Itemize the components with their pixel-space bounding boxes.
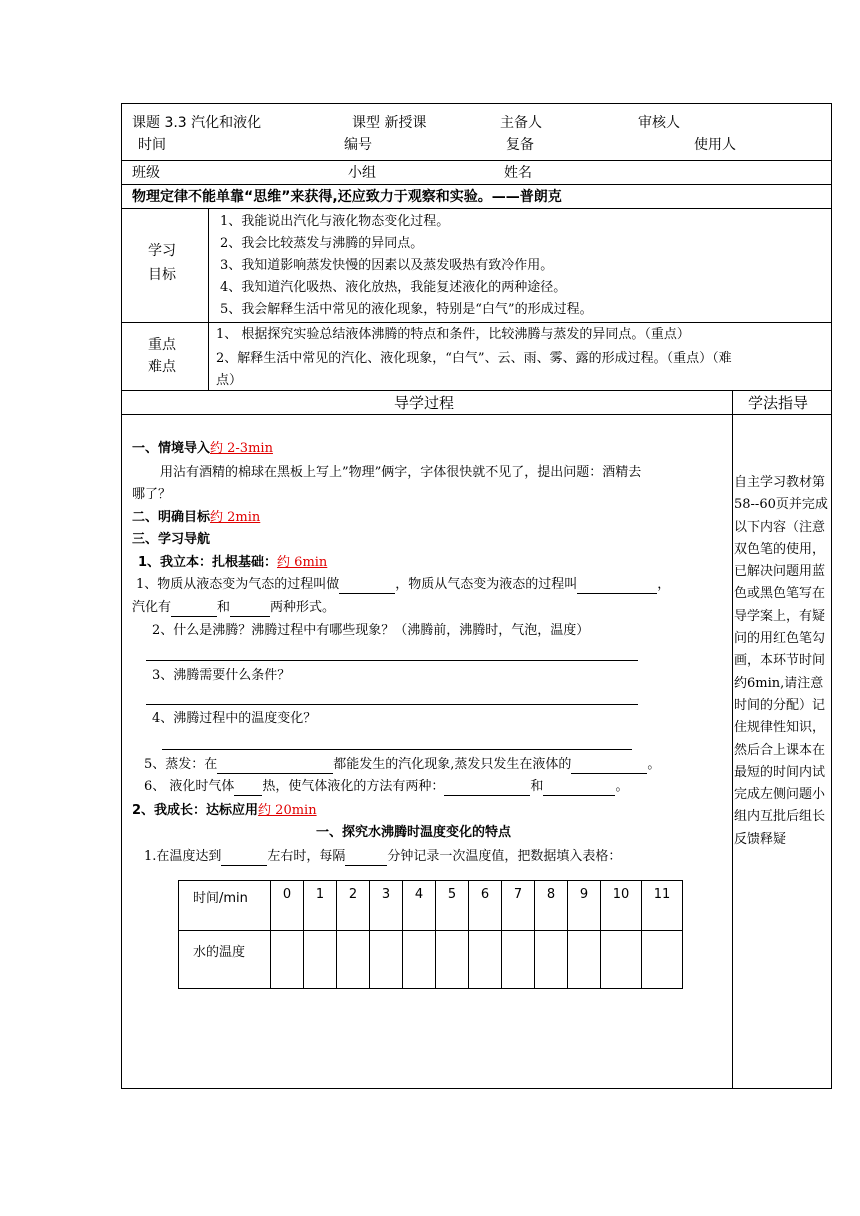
table-row: [179, 931, 683, 989]
section-3-title: 三、学习导航: [132, 532, 211, 547]
table-cell: 2: [337, 881, 370, 931]
goals-label-2: 目标: [148, 267, 176, 283]
table-cell: 7: [502, 881, 535, 931]
name-label: 姓名: [504, 165, 532, 181]
table-header-cell: 时间/min: [179, 881, 271, 931]
goal-item: 5、我会解释生活中常见的液化现象，特别是“白气”的形成过程。: [220, 302, 593, 317]
guide-text: 自主学习教材第58--60页并完成以下内容（注意双色笔的使用，已解决问题用蓝色或黑色笔写在导学案上，有疑问的用红色笔勾画，本环节时间约6min,请注意时间的分配）记住规律性知识，然后合上课本在最短的时间内试完成左侧问题小组内互批后组长反馈释疑: [734, 475, 828, 847]
keypoint-line: 点）: [216, 373, 243, 388]
section-1-text: 哪了？: [132, 487, 172, 502]
goal-item: 4、我知道汽化吸热、液化放热，我能复述液化的两种途径。: [220, 280, 567, 295]
answer-line: [146, 660, 638, 661]
table-cell: 8: [535, 881, 568, 931]
time-label: 时间: [138, 137, 166, 153]
table-cell: 1: [304, 881, 337, 931]
table-cell[interactable]: [304, 931, 337, 989]
row-divider: [122, 414, 831, 415]
guide-header: 学法指导: [748, 394, 809, 412]
table-cell[interactable]: [568, 931, 601, 989]
topic-label: 课题 3.3 汽化和液化: [132, 115, 262, 131]
subsection-1-title: 1、我立本：扎根基础：约 6min: [138, 555, 328, 570]
type-label: 课型 新授课: [352, 115, 427, 131]
table-header-cell: 水的温度: [179, 931, 271, 989]
section-2-title: 二、明确目标约 2min: [132, 510, 261, 525]
answer-line: [162, 749, 632, 750]
reviewer-label: 审核人: [638, 115, 680, 131]
table-cell: 4: [403, 881, 436, 931]
row-divider: [122, 160, 831, 161]
table-cell: 6: [469, 881, 502, 931]
table-cell[interactable]: [370, 931, 403, 989]
table-cell: 11: [642, 881, 683, 931]
row-divider: [122, 184, 831, 185]
question-2: 2、什么是沸腾？沸腾过程中有哪些现象？（沸腾前，沸腾时，气泡，温度）: [152, 623, 590, 638]
column-divider: [208, 208, 209, 390]
review-label: 复备: [506, 137, 534, 153]
section-1-text: 用沾有酒精的棉球在黑板上写上”物理”俩字，字体很快就不见了，提出问题：酒精去: [160, 465, 642, 480]
table-cell[interactable]: [337, 931, 370, 989]
table-cell[interactable]: [469, 931, 502, 989]
table-cell[interactable]: [436, 931, 469, 989]
keypoint-line: 2、解释生活中常见的汽化、液化现象，“白气”、云、雨、雾、露的形成过程。（重点）（难: [216, 351, 732, 366]
table-cell[interactable]: [642, 931, 683, 989]
question-5: 5、蒸发：在 都能发生的汽化现象,蒸发只发生在液体的 。: [144, 757, 661, 772]
table-cell: 3: [370, 881, 403, 931]
answer-line: [146, 704, 638, 705]
goals-label-1: 学习: [148, 243, 176, 259]
number-label: 编号: [344, 137, 372, 153]
keypoints-label-2: 难点: [148, 359, 176, 375]
table-cell: 5: [436, 881, 469, 931]
keypoint-line: 1、 根据探究实验总结液体沸腾的特点和条件，比较沸腾与蒸发的异同点。（重点）: [216, 327, 690, 342]
user-label: 使用人: [694, 137, 736, 153]
table-cell[interactable]: [601, 931, 642, 989]
process-header: 导学过程: [394, 394, 455, 412]
goal-item: 1、我能说出汽化与液化物态变化过程。: [220, 214, 450, 229]
question-6: 6、 液化时气体 热，使气体液化的方法有两种： 和 。: [144, 779, 629, 794]
class-label: 班级: [132, 165, 160, 181]
goal-item: 2、我会比较蒸发与沸腾的异同点。: [220, 236, 424, 251]
keypoints-label-1: 重点: [148, 337, 176, 353]
table-cell[interactable]: [502, 931, 535, 989]
subsection-2-title: 2、我成长：达标应用约 20min: [132, 803, 317, 818]
table-cell: 10: [601, 881, 642, 931]
table-cell: 0: [271, 881, 304, 931]
section-1-title: 一、情境导入约 2-3min: [132, 441, 273, 456]
question-4: 4、沸腾过程中的温度变化？: [152, 711, 317, 726]
column-divider: [732, 390, 733, 1088]
group-label: 小组: [348, 165, 376, 181]
row-divider: [122, 208, 831, 209]
preparer-label: 主备人: [500, 115, 542, 131]
goal-item: 3、我知道影响蒸发快慢的因素以及蒸发吸热有致冷作用。: [220, 258, 554, 273]
question-1: 1、物质从液态变为气态的过程叫做 ，物质从气态变为液态的过程叫 ，: [136, 577, 671, 592]
lesson-plan-table: [121, 103, 832, 1089]
temperature-table: [178, 880, 683, 989]
table-cell[interactable]: [403, 931, 436, 989]
experiment-title: 一、探究水沸腾时温度变化的特点: [316, 825, 512, 840]
question-1-cont: 汽化有 和 两种形式。: [132, 600, 336, 615]
question-3: 3、沸腾需要什么条件？: [152, 668, 291, 683]
row-divider: [122, 322, 831, 323]
row-divider: [122, 390, 831, 391]
table-row: [179, 881, 683, 931]
table-cell[interactable]: [271, 931, 304, 989]
table-cell[interactable]: [535, 931, 568, 989]
table-cell: 9: [568, 881, 601, 931]
quote-text: 物理定律不能单靠“思维”来获得,还应致力于观察和实验。——普朗克: [132, 189, 562, 205]
experiment-question-1: 1.在温度达到 左右时，每隔 分钟记录一次温度值，把数据填入表格：: [144, 849, 622, 864]
